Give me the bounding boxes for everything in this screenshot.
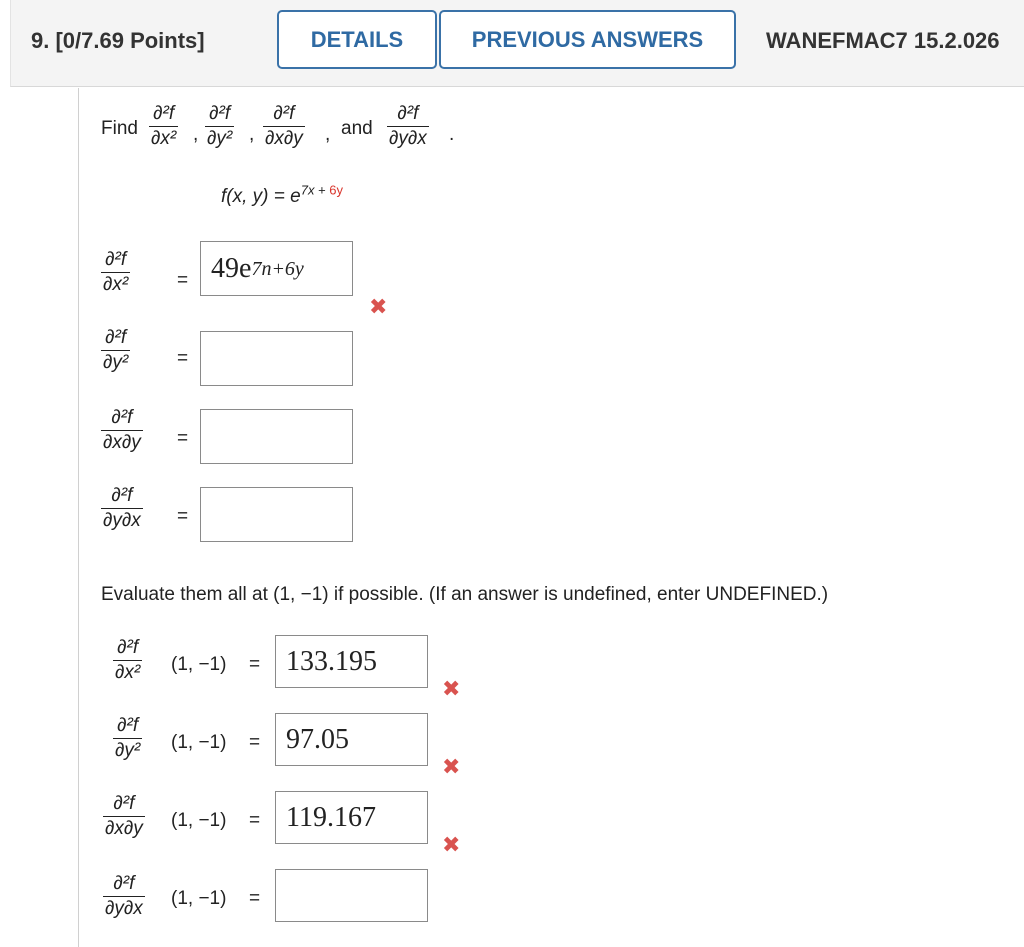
fyx-value-input[interactable]	[275, 869, 428, 922]
fxx-answer-base: 49e	[211, 252, 252, 284]
fyy-value-input[interactable]: 97.05	[275, 713, 428, 766]
p2-num-yx: ∂²f	[113, 873, 135, 894]
p2-frac-xy	[103, 792, 145, 841]
find-frac-yy	[205, 102, 234, 151]
find-frac-xy	[263, 102, 305, 151]
p2-num-yy: ∂²f	[117, 715, 139, 736]
p1-frac-xx	[101, 248, 130, 297]
incorrect-mark-fxx-value: ✖	[442, 676, 461, 701]
p1-den-xx: ∂x²	[103, 274, 129, 295]
fxx-value-input[interactable]: 133.195	[275, 635, 428, 688]
find-den-xx: ∂x²	[151, 128, 177, 149]
p2-frac-xx	[113, 636, 142, 685]
incorrect-mark-fxy-value: ✖	[442, 832, 461, 857]
p1-den-xy: ∂x∂y	[103, 432, 141, 453]
p1-den-yy: ∂y²	[103, 352, 129, 373]
p2-frac-yx	[103, 872, 145, 921]
p1-num-yx: ∂²f	[111, 485, 133, 506]
find-num-1: ∂²f	[153, 103, 175, 124]
question-header	[10, 0, 1024, 87]
fxy-value-input[interactable]: 119.167	[275, 791, 428, 844]
evaluate-instruction: Evaluate them all at (1, −1) if possible. (If an answer is undefined, enter UNDEFINED.)	[101, 584, 829, 605]
question-body: Find ∂²f ∂x² , ∂²f ∂y² , ∂²f ∂x∂y , and ∂²f ∂y∂x . f(x, $y) = e^{7x + 6y}$ ∂²f ∂x² = 49e 7n+6y ✖ ∂²f ∂y² = ∂²f ∂x∂y = ∂²f ∂y∂x = Evaluate them all at (1, −1) if possible. (If an answer is undefined, enter UNDEFINED.) ∂²f ∂x² (1, −1) = 133.195 ✖ ∂²f ∂y² (1, −1) = 97.05 ✖ ∂²f ∂x∂y (1, −1) = 119.167 ✖ ∂²f ∂y∂x (1, −1) =	[78, 88, 1024, 947]
p1-num-xx: ∂²f	[105, 249, 127, 270]
find-frac-xx	[149, 102, 178, 151]
details-button[interactable]: DETAILS	[277, 10, 437, 69]
incorrect-mark-fyy-value: ✖	[442, 754, 461, 779]
fxy-answer-input[interactable]	[200, 409, 353, 464]
p2-frac-yy	[113, 714, 142, 763]
p1-den-yx: ∂y∂x	[103, 510, 141, 531]
find-den-xy: ∂x∂y	[265, 128, 303, 149]
p1-num-xy: ∂²f	[111, 407, 133, 428]
find-den-yx: ∂y∂x	[389, 128, 427, 149]
p1-frac-xy	[101, 406, 143, 455]
p2-num-xy: ∂²f	[113, 793, 135, 814]
p2-point-xy: (1, −1)	[171, 810, 227, 831]
exp-7x: 7x	[300, 182, 315, 198]
p2-den-xy: ∂x∂y	[105, 818, 143, 839]
function-lhs: f(x, y) = e	[221, 186, 301, 207]
find-num-2: ∂²f	[209, 103, 231, 124]
find-num-3: ∂²f	[273, 103, 295, 124]
incorrect-mark-fxx: ✖	[369, 294, 388, 319]
p1-num-yy: ∂²f	[105, 327, 127, 348]
p2-point-yy: (1, −1)	[171, 732, 227, 753]
fyy-answer-input[interactable]	[200, 331, 353, 386]
fxx-answer-exponent: 7n+6y	[251, 257, 304, 280]
p1-frac-yy	[101, 326, 130, 375]
p2-num-xx: ∂²f	[117, 637, 139, 658]
find-den-yy: ∂y²	[207, 128, 233, 149]
fyx-answer-input[interactable]	[200, 487, 353, 542]
p2-point-yx: (1, −1)	[171, 888, 227, 909]
question-number: 9. [0/7.69 Points]	[31, 28, 205, 53]
exp-plus: +	[314, 182, 330, 198]
and-label: and	[341, 118, 373, 139]
p2-point-xx: (1, −1)	[171, 654, 227, 675]
p1-frac-yx	[101, 484, 143, 533]
find-label: Find	[101, 118, 138, 139]
function-definition	[221, 182, 344, 208]
exp-6y: 6y	[329, 182, 344, 198]
problem-code: WANEFMAC7 15.2.026	[766, 28, 1000, 53]
p2-den-yy: ∂y²	[115, 740, 141, 761]
previous-answers-button[interactable]: PREVIOUS ANSWERS	[439, 10, 736, 69]
find-num-4: ∂²f	[397, 103, 419, 124]
p2-den-yx: ∂y∂x	[105, 898, 143, 919]
find-frac-yx	[387, 102, 429, 151]
p2-den-xx: ∂x²	[115, 662, 141, 683]
fxx-answer-input[interactable]	[200, 241, 353, 296]
